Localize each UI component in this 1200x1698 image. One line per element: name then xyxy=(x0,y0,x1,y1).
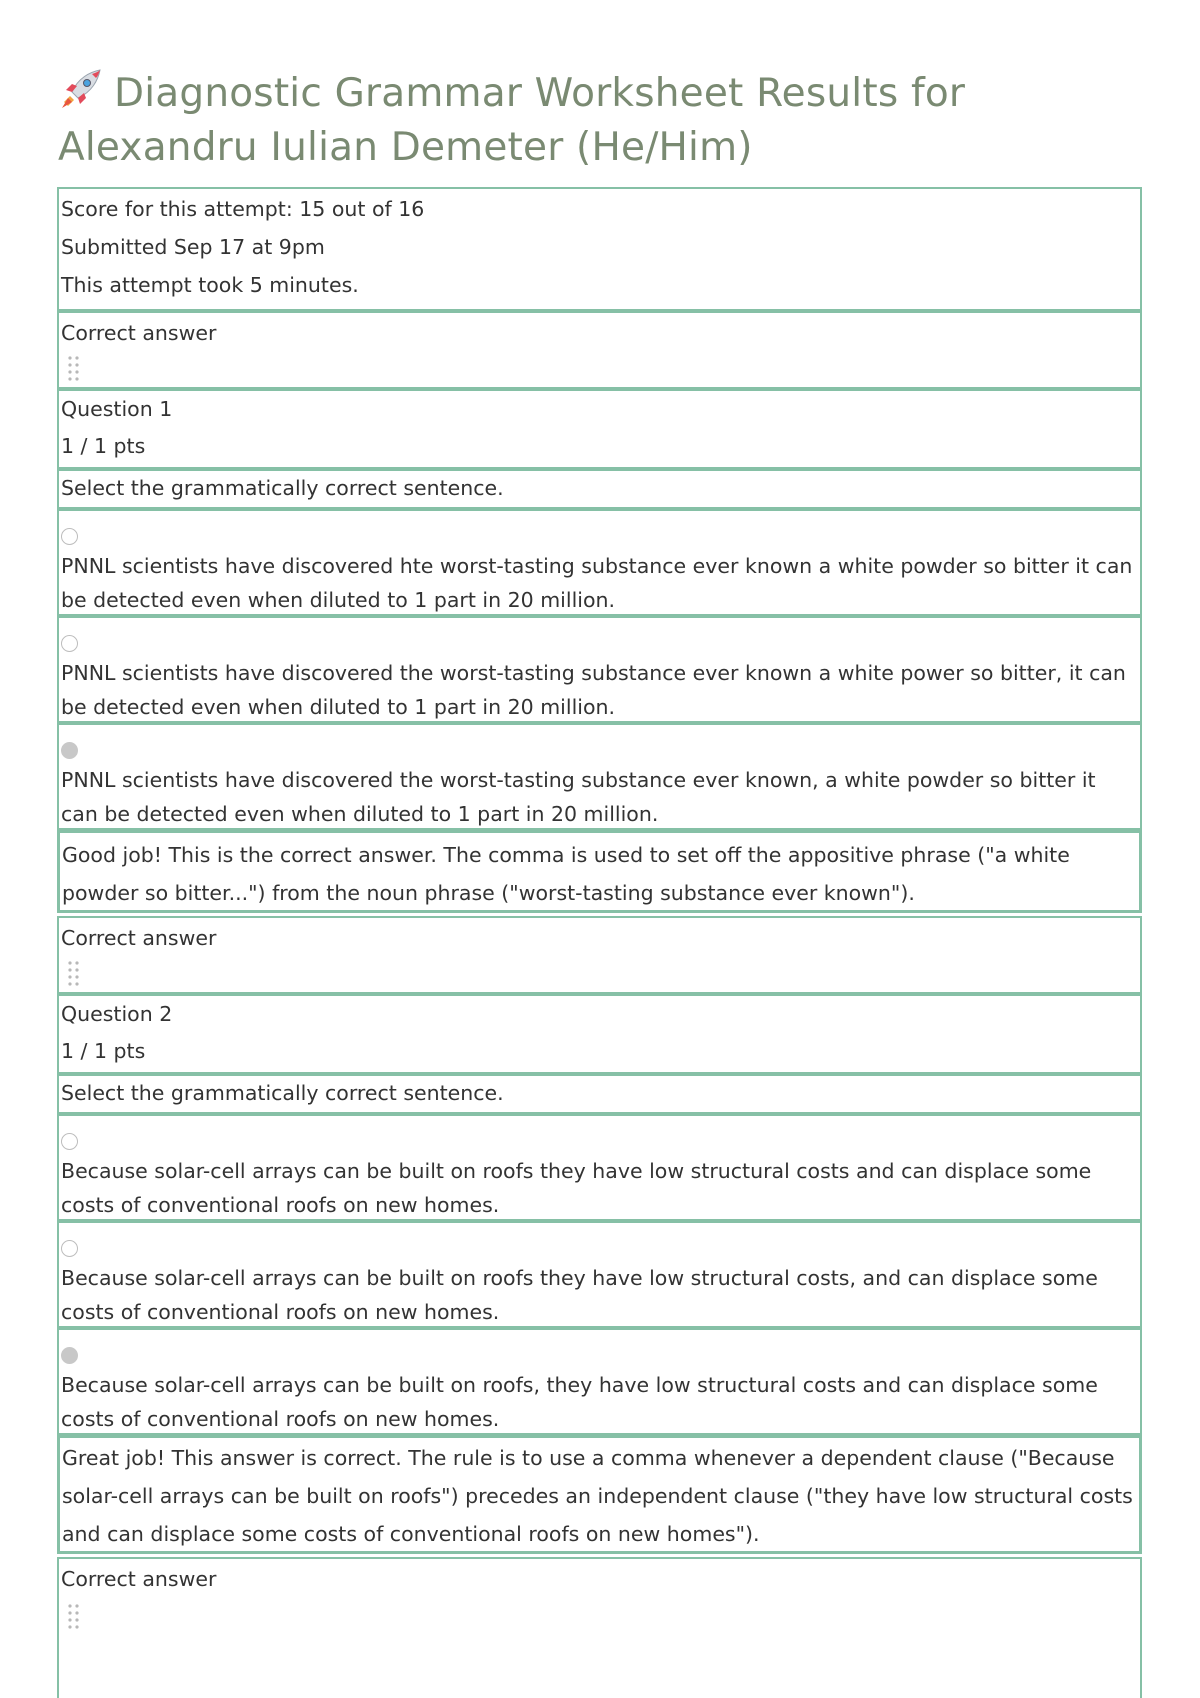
drag-handle-icon[interactable] xyxy=(67,960,81,986)
correct-answer-label: Correct answer xyxy=(61,321,217,345)
answer-feedback xyxy=(57,830,1142,913)
radio-button[interactable] xyxy=(61,528,78,545)
radio-button[interactable] xyxy=(61,1133,78,1150)
correct-answer-header xyxy=(57,916,1142,994)
page-title xyxy=(58,66,1138,175)
answer-option[interactable] xyxy=(57,616,1142,723)
option-text: Because solar-cell arrays can be built on roofs they have low structural costs, and can displace some costs of conventional roofs on new homes. xyxy=(61,1266,1098,1324)
answer-option[interactable] xyxy=(57,1221,1142,1328)
submitted-text: Submitted Sep 17 at 9pm xyxy=(61,235,325,259)
correct-answer-header xyxy=(57,311,1142,389)
answer-option-selected[interactable] xyxy=(57,723,1142,830)
radio-button[interactable] xyxy=(61,1240,78,1257)
question-points: 1 / 1 pts xyxy=(61,1039,146,1063)
question-points: 1 / 1 pts xyxy=(61,434,146,458)
radio-button-selected[interactable] xyxy=(61,742,78,759)
answer-option[interactable] xyxy=(57,1114,1142,1221)
question-title: Question 1 xyxy=(61,397,173,421)
correct-answer-label: Correct answer xyxy=(61,1567,217,1591)
option-text: Because solar-cell arrays can be built on roofs, they have low structural costs and can displace some costs of conventional roofs on new homes. xyxy=(61,1373,1098,1431)
radio-button-selected[interactable] xyxy=(61,1347,78,1364)
question-prompt xyxy=(57,1074,1142,1114)
prompt-text: Select the grammatically correct sentence. xyxy=(61,1081,504,1105)
answer-option[interactable] xyxy=(57,509,1142,616)
option-text: PNNL scientists have discovered the worst-tasting substance ever known a white power so bitter, it can be detected even when diluted to 1 part in 20 million. xyxy=(61,661,1126,719)
drag-handle-icon[interactable] xyxy=(67,355,81,381)
feedback-text: Good job! This is the correct answer. The comma is used to set off the appositive phrase ("a white powder so bitter...") from the noun phrase ("worst-tasting substance ever known"). xyxy=(62,843,1070,905)
score-text: Score for this attempt: 15 out of 16 xyxy=(61,197,425,221)
question-prompt xyxy=(57,469,1142,509)
duration-text: This attempt took 5 minutes. xyxy=(61,273,359,297)
question-header xyxy=(57,389,1142,469)
feedback-text: Great job! This answer is correct. The rule is to use a comma whenever a dependent clause ("Because solar-cell arrays can be built on roofs") precedes an independent clause ("they have low structural costs and can displace some costs of conventional roofs on new homes"). xyxy=(62,1446,1133,1546)
correct-answer-header xyxy=(57,1557,1142,1698)
rocket-icon xyxy=(58,66,104,112)
option-text: Because solar-cell arrays can be built on roofs they have low structural costs and can displace some costs of conventional roofs on new homes. xyxy=(61,1159,1092,1217)
radio-button[interactable] xyxy=(61,635,78,652)
prompt-text: Select the grammatically correct sentence. xyxy=(61,476,504,500)
answer-feedback xyxy=(57,1435,1142,1554)
title-text: Diagnostic Grammar Worksheet Results for Alexandru Iulian Demeter (He/Him) xyxy=(58,71,966,170)
option-text: PNNL scientists have discovered the worst-tasting substance ever known, a white powder so bitter it can be detected even when diluted to 1 part in 20 million. xyxy=(61,768,1096,826)
answer-option-selected[interactable] xyxy=(57,1328,1142,1435)
attempt-summary xyxy=(57,187,1142,311)
correct-answer-label: Correct answer xyxy=(61,926,217,950)
drag-handle-icon[interactable] xyxy=(67,1603,81,1629)
question-title: Question 2 xyxy=(61,1002,173,1026)
question-header xyxy=(57,994,1142,1074)
option-text: PNNL scientists have discovered hte worst-tasting substance ever known a white powder so bitter it can be detected even when diluted to 1 part in 20 million. xyxy=(61,554,1133,612)
